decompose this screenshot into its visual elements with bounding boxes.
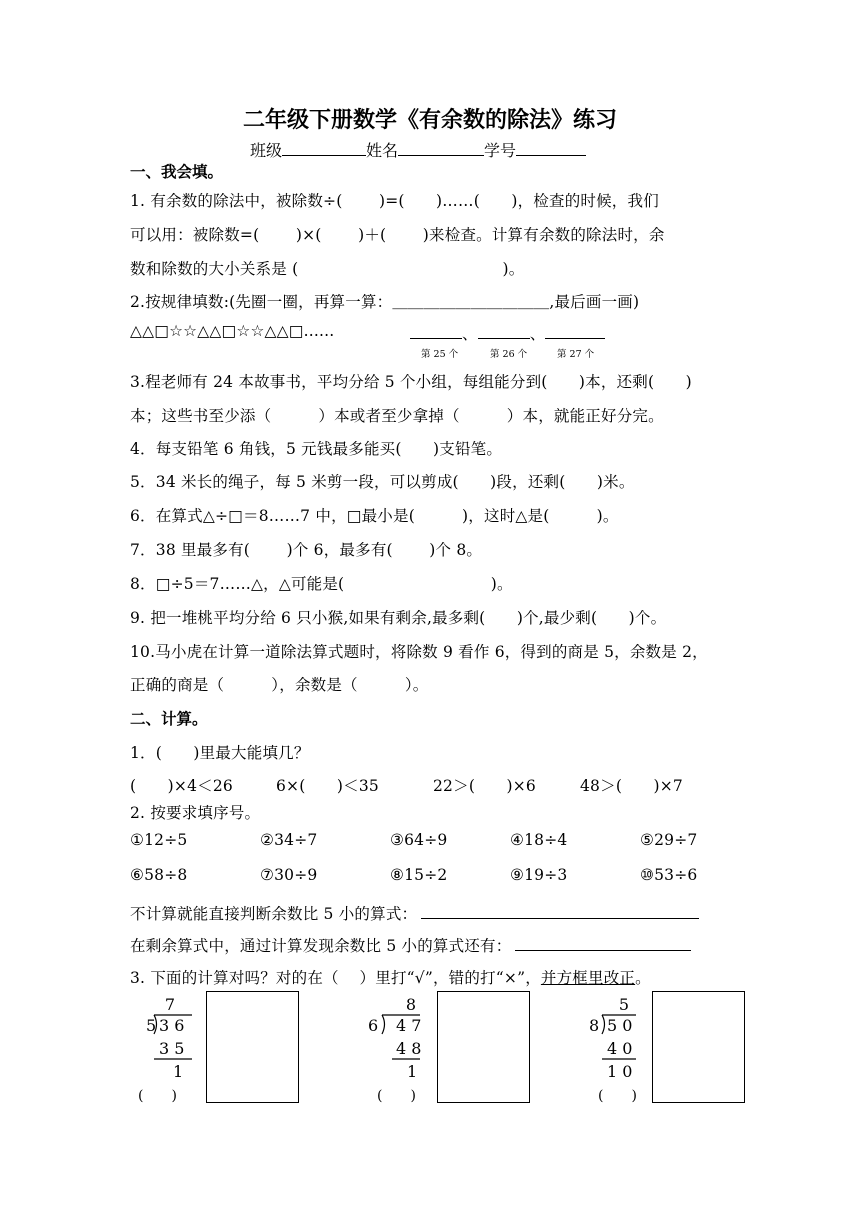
q2-label-25: 第 25 个 [421, 349, 459, 360]
q3-line2: 本；这些书至少添（ ）本或者至少拿掉（ ）本，就能正好分完。 [130, 407, 664, 425]
long-division-3 [582, 993, 662, 1108]
division-1-divisor: 5 [146, 1016, 157, 1035]
p3-title [130, 966, 651, 988]
q2-label-27: 第 27 个 [557, 349, 595, 360]
division-1-mark: ( ) [138, 1088, 177, 1104]
division-1-correction-box[interactable] [206, 991, 299, 1103]
division-2-correction-box[interactable] [437, 991, 530, 1103]
q2-blank-25[interactable] [410, 324, 462, 339]
p2-item: ②34÷7 [260, 831, 318, 849]
p2-item: ⑤29÷7 [640, 831, 698, 849]
division-2-remainder: 1 [407, 1062, 418, 1081]
name-blank[interactable] [398, 141, 484, 156]
p2-title: 2. 按要求填序号。 [130, 804, 261, 822]
p2-answer-1-blank[interactable] [421, 904, 699, 919]
long-division-2 [362, 993, 442, 1108]
p3-title-end: 。 [635, 969, 651, 987]
q2-text: 2.按规律填数:(先圈一圈，再算一算：＿＿＿＿＿＿＿＿＿＿,最后画一画) [130, 293, 640, 311]
q8: 8．□÷5＝7……△，△可能是( )。 [130, 575, 513, 593]
p2-item: ⑩53÷6 [640, 866, 698, 884]
division-1-remainder: 1 [173, 1062, 184, 1081]
p2-item: ⑥58÷8 [130, 866, 188, 884]
q1-line1: 1. 有余数的除法中，被除数÷( )=( )……( )，检查的时候，我们 [130, 192, 659, 210]
q2-sep: 、 [462, 325, 478, 343]
division-2-quotient: 8 [405, 995, 417, 1014]
division-2-bracket [382, 1015, 385, 1034]
section-2-heading: 二、计算。 [130, 709, 208, 728]
division-3-bracket [602, 1015, 605, 1034]
name-label: 姓名 [366, 141, 399, 160]
division-1-quotient: 7 [164, 995, 176, 1014]
division-3-dividend: 5 0 [607, 1016, 633, 1035]
division-2-dividend: 4 7 [396, 1016, 422, 1035]
division-3-remainder: 1 0 [607, 1062, 633, 1081]
division-3-product: 4 0 [607, 1039, 633, 1058]
p2-item: ⑧15÷2 [390, 866, 448, 884]
section-1-heading: 一、我会填。 [130, 162, 224, 181]
p1-title: 1．( )里最大能填几？ [130, 744, 310, 762]
number-label: 学号 [484, 141, 517, 160]
q2-blank-27[interactable] [545, 324, 605, 339]
q1-line3: 数和除数的大小关系是 ( )。 [130, 260, 525, 278]
q2-label-26: 第 26 个 [490, 349, 528, 360]
q7: 7．38 里最多有( )个 6，最多有( )个 8。 [130, 541, 483, 559]
q1-line2: 可以用：被除数=( )×( )＋( )来检查。计算有余数的除法时，余 [130, 226, 665, 244]
q2-blanks [410, 322, 605, 344]
q10-line1: 10.马小虎在计算一道除法算式题时，将除数 9 看作 6，得到的商是 5，余数是 2， [130, 643, 708, 661]
q9: 9. 把一堆桃平均分给 6 只小猴,如果有剩余,最多剩( )个,最少剩( )个。 [130, 609, 667, 627]
q4: 4．每支铅笔 6 角钱，5 元钱最多能买( )支铅笔。 [130, 440, 503, 458]
division-1-product: 3 5 [159, 1039, 185, 1058]
p3-title-text: 3. 下面的计算对吗？对的在（ ）里打“√”，错的打“×”， [130, 969, 541, 987]
p2-item: ③64÷9 [390, 831, 448, 849]
p2-question-1 [130, 902, 699, 924]
division-2-mark: ( ) [377, 1088, 416, 1104]
q5: 5．34 米长的绳子，每 5 米剪一段，可以剪成( )段，还剩( )米。 [130, 473, 635, 491]
division-1-dividend: 3 6 [159, 1016, 185, 1035]
number-blank[interactable] [516, 141, 586, 156]
q6: 6．在算式△÷□＝8……7 中，□最小是( )，这时△是( )。 [130, 507, 619, 525]
class-blank[interactable] [282, 141, 366, 156]
p2-answer-2-blank[interactable] [515, 936, 691, 951]
division-3-mark: ( ) [598, 1088, 637, 1104]
division-3-correction-box[interactable] [652, 991, 745, 1103]
q2-blank-26[interactable] [478, 324, 530, 339]
division-3-divisor: 8 [589, 1016, 600, 1035]
q2-sequence: △△□☆☆△△□☆☆△△□...... [130, 322, 335, 340]
class-label: 班级 [250, 141, 283, 160]
p2-item: ①12÷5 [130, 831, 188, 849]
q2-sep: 、 [529, 325, 546, 343]
p2-item: ④18÷4 [510, 831, 568, 849]
q10-line2: 正确的商是（ ），余数是（ ）。 [130, 676, 429, 694]
student-info [250, 138, 586, 161]
p1-item: 48＞( )×7 [580, 777, 683, 795]
p3-title-underlined: 并方框里改正 [540, 969, 636, 987]
p2-question-2 [130, 934, 691, 956]
p2-item: ⑦30÷9 [260, 866, 318, 884]
p1-item: 6×( )＜35 [276, 777, 379, 795]
p2-item: ⑨19÷3 [510, 866, 568, 884]
p1-item: 22＞( )×6 [433, 777, 536, 795]
p1-item: ( )×4＜26 [130, 777, 233, 795]
p2-question-2-text: 在剩余算式中，通过计算发现余数比 5 小的算式还有： [130, 937, 512, 955]
division-2-divisor: 6 [368, 1016, 379, 1035]
long-division-1 [128, 993, 208, 1108]
division-2-product: 4 8 [396, 1039, 422, 1058]
division-3-quotient: 5 [618, 995, 630, 1014]
q3-line1: 3.程老师有 24 本故事书，平均分给 5 个小组，每组能分到( )本，还剩( ) [130, 373, 692, 391]
page-title: 二年级下册数学《有余数的除法》练习 [242, 107, 617, 133]
p2-question-1-text: 不计算就能直接判断余数比 5 小的算式： [130, 905, 418, 923]
